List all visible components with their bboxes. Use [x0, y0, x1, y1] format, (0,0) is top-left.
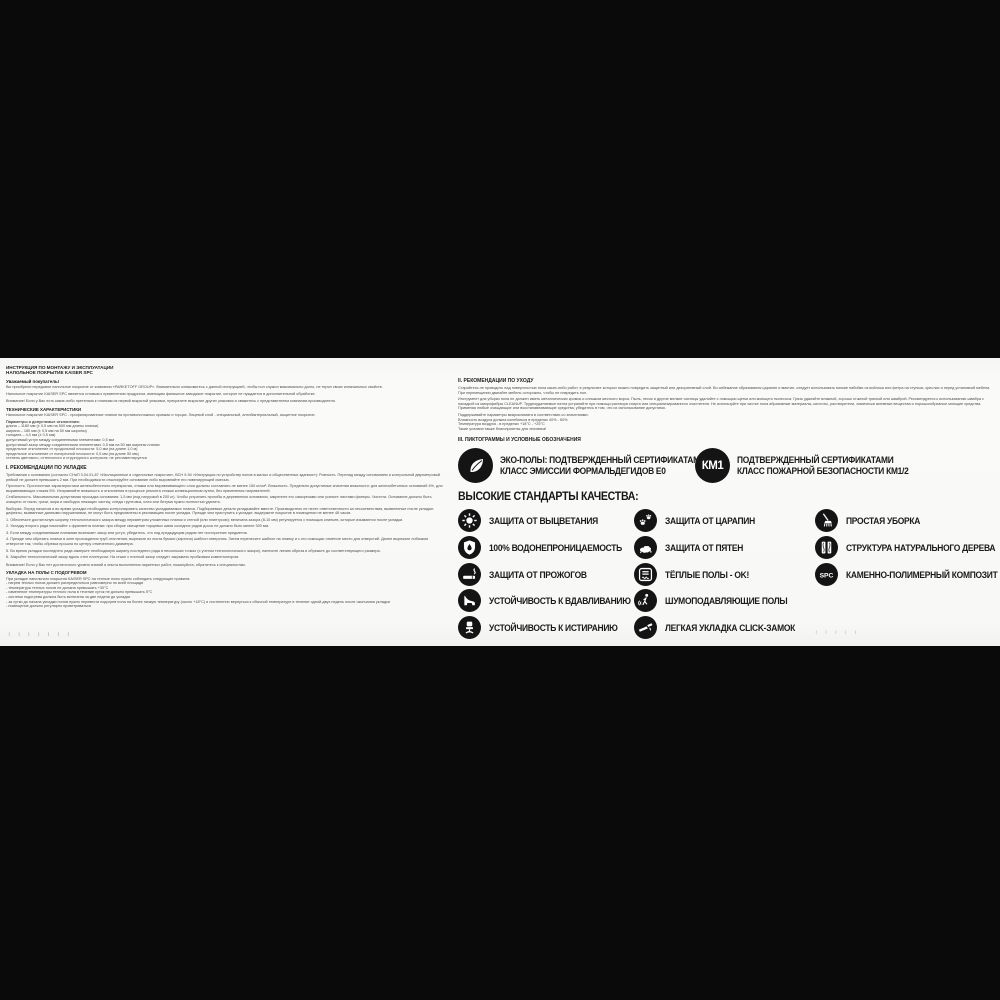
care-microclimate-line: Температура воздуха - в пределах +18°С - +25°С [458, 422, 545, 427]
km1-badge-line2: КЛАСС ПОЖАРНОЙ БЕЗОПАСНОСТИ КМ1/2 [737, 465, 909, 476]
standard-label: ЗАЩИТА ОТ ЦАРАПИН [665, 515, 755, 527]
param-line: степень цветового, оттеночного и структурного контраста: не регламентируется [6, 456, 147, 461]
standard-label: СТРУКТУРА НАТУРАЛЬНОГО ДЕРЕВА [846, 541, 996, 553]
wood-structure-icon [815, 536, 838, 559]
doc-title-line2: НАПОЛЬНОЕ ПОКРЫТИЕ KAISER SPC [6, 370, 93, 376]
sun-icon [458, 509, 481, 532]
standard-item [815, 509, 1000, 532]
care-microclimate-line: Поддерживайте параметры микроклимата в соответствии со значениями: [458, 412, 589, 417]
certification-badges-row [458, 448, 995, 483]
tech-heading: ТЕХНИЧЕСКИЕ ХАРАКТЕРИСТИКИ [6, 406, 82, 412]
standard-label: УСТОЙЧИВОСТЬ К ИСТИРАНИЮ [489, 621, 618, 633]
eco-badge-line1: ЭКО-ПОЛЫ: ПОДТВЕРЖДЕННЫЙ СЕРТИФИКАТАМИ [500, 455, 706, 466]
install-step: 5. Во время укладки последнего ряда измерьте необходимую ширину последнего ряда в нескольких точках (с учетом технологического зазора), нанесите линию обреза и обрежьте до соответствующего размера. [6, 548, 381, 553]
heated-floor-icon [634, 563, 657, 586]
click-lock-icon [634, 616, 657, 639]
standard-label: УСТОЙЧИВОСТЬ К ВДАВЛИВАНИЮ [489, 595, 631, 607]
param-line: допустимый уступ между соединенными элементами: 0,5 мм [6, 437, 114, 442]
heated-floor-heading: УКЛАДКА НА ПОЛЫ С ПОДОГРЕВОМ [6, 570, 87, 576]
pictograms-heading: III. ПИКТОГРАММЫ И УСЛОВНЫЕ ОБОЗНАЧЕНИЯ [458, 437, 581, 444]
right-column-care-pictograms [458, 378, 998, 646]
km1-badge-text [737, 455, 928, 476]
noise-reduction-icon [634, 589, 657, 612]
cigarette-icon [458, 563, 481, 586]
param-line: длина – 1180 мм (± 0,5 мм на 500 мм длины планки) [6, 424, 99, 429]
left-column-installation [6, 365, 444, 609]
standard-label: ТЁПЛЫЕ ПОЛЫ - OK! [665, 568, 749, 580]
stain-icon [634, 536, 657, 559]
standards-column-2 [634, 509, 809, 642]
office-chair-icon [458, 616, 481, 639]
install-step: 6. Закройте технологический зазор вдоль стен плинтусом. На стыке с плиткой зазор следует закрывать пробковым компенсатором. [6, 555, 240, 560]
care-microclimate-line: Влажность воздуха должна колебаться в пределах 40% - 60% [458, 417, 568, 422]
greeting-heading: Уважаемый покупатель! [6, 378, 60, 384]
standard-label: ЗАЩИТА ОТ ПЯТЕН [665, 541, 744, 553]
standard-label: ЗАЩИТА ОТ ВЫЦВЕТАНИЯ [489, 515, 598, 527]
standards-column-1 [458, 509, 646, 642]
km1-badge-label: КМ1 [701, 459, 724, 472]
install-step: 4. Прежде чем обрезать планки в зоне прохождения труб отопления, вырежьте из листа бумаги (картона) шаблон отверстия. Затем перенесите шаблон на планку и с его помощью отметьте место для отверстий. Далее вырежьте лобзиком отверстие так, чтобы обрезка прошла по центру отмеченного диаметра. [6, 537, 429, 547]
fire-safety-badge [695, 448, 928, 483]
standards-column-3 [815, 509, 1000, 589]
scan-noise-marks: ⌇ ⌇ ⌇ ⌇ ⌇ [815, 630, 860, 636]
eco-badge-text [500, 455, 728, 476]
section1-paragraph-3: Стабильность. Максимальная допустимая просадка основания: 1,5 мм (под нагрузкой в 200 кг). Чтобы устранить прогибы в деревянном основании, закрепите его саморезами или усильте листами фанеры. Чистота. Основание должно быть очищено от пыли, грязи, жира и свободно лежащих частиц; следы грунтовок, клея или битума нужно полностью удалить. [6, 495, 432, 504]
standard-item [458, 509, 646, 532]
doc-title-line1: ИНСТРУКЦИЯ ПО МОНТАЖУ И ЭКСПЛУАТАЦИИ [6, 365, 114, 370]
param-line: предельное отклонение от продольной плоскости: 5,0 мм (на длине 1,0 м) [6, 447, 138, 452]
high-heel-icon [458, 589, 481, 612]
heated-rule: - нагрев теплых полов должен распределяться равномерно по всей площади [6, 581, 144, 586]
standard-label: КАМЕННО-ПОЛИМЕРНЫЙ КОМПОЗИТ [846, 568, 998, 580]
standard-item [458, 589, 646, 612]
install-step: 2. Укладку второго ряда начинайте с фрагмента планки: при сборке смещение торцевых швов соседних рядов досок не должно быть менее 300 мм. [6, 524, 270, 529]
top-black-band [0, 0, 1000, 358]
standard-item [634, 616, 809, 639]
param-line: ширина – 180 мм (± 0,5 мм на 50 мм ширины) [6, 428, 87, 433]
heated-rule: - система подогрева должна быть включена за две недели до укладки [6, 595, 131, 600]
greeting-paragraph-1: Вы приобрели передовое напольное покрытие от компании «PARKETOFF GROUP». Внимательно ознакомьтесь с данной инструкцией, чтобы пол служил максимально долго, не терял своих изначальных свойств. [6, 385, 383, 390]
param-line: допустимый зазор между соединенными элементами: 0,5 мм на 50 мм ширины планки [6, 442, 160, 447]
spc-icon [815, 563, 838, 586]
tech-intro: Напольное покрытие KAISER SPC - профилированные планки на противоположных кромках и торцах. Лицевой слой - специальный, антибактериальный, защитное покрытие. [6, 413, 316, 417]
install-step: 3. Если между соединяемыми планками возникает зазор или уступ, убедитесь, что под предыдущим рядом нет посторонних предметов. [6, 530, 248, 535]
standard-label: 100% ВОДОНЕПРОНИЦАЕМОСТЬ [489, 541, 622, 553]
standard-label: ЛЕГКАЯ УКЛАДКА CLICK-ЗАМОК [665, 621, 796, 633]
heated-floor-intro: При укладке напольного покрытия KAISER SPC на теплые полы нужно соблюдать следующие правила: [6, 576, 191, 581]
waterproof-shield-icon [458, 536, 481, 559]
params-heading: Параметры и допустимые отклонения: [6, 419, 80, 424]
standard-label: ПРОСТАЯ УБОРКА [846, 515, 921, 527]
care-microclimate-line: Такие условия также благоприятны для человека! [458, 426, 547, 431]
standard-item [458, 536, 646, 559]
standard-item [815, 563, 1000, 586]
eco-leaf-icon [458, 448, 493, 483]
standard-item [458, 616, 646, 639]
care-heading: II. РЕКОМЕНДАЦИИ ПО УХОДУ [458, 378, 534, 384]
standards-heading: ВЫСОКИЕ СТАНДАРТЫ КАЧЕСТВА: [458, 491, 639, 504]
section1-paragraph-1: Требования к основанию (согласно СНиП 3.04.01-87 «Изоляционные и отделочные покрытия», ВСН 9-94 «Инструкция по устройству полов в жилых и общественных зданиях»): Ровность. Перепад между основанием и контрольной двухметровой рейкой не должен превышать 2 мм. При необходимости отшлифуйте основание либо выровняйте его нивелирующей смесью. [6, 472, 440, 482]
heated-rule: - за сутки до начала укладки полов нужно перевести подогрев пола на более низкую температуру (около +18°С) и постепенно вернуться к обычной температуре в течение одной-двух недель после окончания укладки [6, 599, 390, 604]
standard-item [634, 536, 809, 559]
standard-item [634, 563, 809, 586]
quality-standards-grid [458, 509, 998, 646]
standard-item [634, 509, 809, 532]
heated-rule: - температура теплых полов не должна превышать +30°С [6, 585, 109, 590]
paw-icon [634, 509, 657, 532]
param-line: предельное отклонение от поперечной плоскости: 0,5 мм (на длине 50 мм) [6, 451, 139, 456]
heated-rule: - помещение должно регулярно проветриваться [6, 604, 92, 609]
km1-badge-line1: ПОДТВЕРЖДЕННЫЙ СЕРТИФИКАТАМИ [737, 455, 894, 466]
section1-paragraph-2: Прочность. Прочностные характеристики железобетонного перекрытия, стяжки или выравнивающего слоя должны составлять не менее 150 кг/см². Влажность. Предельно допустимые значения влажности: для железобетонных оснований 4%, для выравнивающих стяжек 5%. Исправляйте влажность и отклонения в процессе ремонта стяжки конвекционным путем, без применения нагревателей. [6, 484, 443, 493]
standard-item [458, 563, 646, 586]
param-line: толщина – 4,0 мм (± 0,5 мм) [6, 433, 56, 438]
svg-text:SPC: SPC [819, 571, 834, 579]
section1-heading: I. РЕКОМЕНДАЦИИ ПО УКЛАДКЕ [6, 464, 87, 471]
warning-note-1: Внимание! Если у Вас есть какие-либо претензии к планкам из первой вскрытой упаковки, прекратите вскрытие других упаковок и свяжитесь с представителем компании-производителя. [6, 399, 336, 404]
eco-certification-badge [458, 448, 706, 483]
standard-item [815, 536, 1000, 559]
standard-label: ШУМОПОДАВЛЯЮЩИЕ ПОЛЫ [665, 595, 788, 607]
section1-paragraph-4: Выборка. Перед началом и во время укладки необходимо контролировать качество укладываемых планок. Подбираемые детали укладывайте вместе. Производитель не несет ответственности за несоответствия, выявленные после укладки: дефекты, вызванные данными нарушениями, не могут быть предъявлены в рекламацию после укладки. Прежде чем приступить к укладке, выдержите покрытие в помещении не менее 48 часов. [6, 506, 434, 516]
greeting-paragraph-2: Напольное покрытие KAISER SPC является готовым к применению продуктом, имеющим финишное заводское покрытие, которое не нуждается в дополнительной обработке. [6, 391, 316, 396]
bottom-black-band [0, 646, 1000, 1000]
mop-icon [815, 509, 838, 532]
install-step: 1. Обеспечьте достаточную ширину технологического зазора между периметром уложенных планок и стеной (или плинтусом); величина зазора (8-10 мм) регулируется с помощью клиньев, которые изымаются после укладки. [6, 517, 404, 522]
eco-badge-line2: КЛАСС ЭМИССИИ ФОРМАЛЬДЕГИДОВ E0 [500, 465, 666, 476]
care-paragraph-1: Старайтесь не проводить над поверхностью пола каких-либо работ, в результате которых можно повредить защитный или декоративный слой. Во избежание образования царапин и вмятин, следует использовать мягкие набойки из войлока или фетра на стульях, креслах и перед установкой мебели. При перемещении двигайте мебель осторожно, чтобы не повредить пол. [458, 386, 991, 395]
care-paragraph-2: Инструмент для уборки пола не должен иметь металлических кромок и слишком жесткого ворса. Пыль, песок и другие мелкие частицы удаляйте с помощью щетки или моющего пылесоса. Грязь удаляйте влажной, хорошо отжатой тряпкой или шваброй. Рекомендуется к использованию швабра с насадкой из микрофибры CLEANUP. Трудноудаляемые пятна устраняйте при помощи раствора спирта или специализированного очистителя. Не используйте при чистке пола абразивные материалы, кислоты, растворители, химически активные вещества и порошкообразные моющие средства. Применяя любые очищающие или восстанавливающие средства, убедитесь в том, что их использование допустимо. [458, 397, 984, 411]
scan-noise-marks: ⌇ ⌇ ⌇ ⌇ ⌇ ⌇ ⌇ [8, 632, 73, 638]
standard-label: ЗАЩИТА ОТ ПРОЖОГОВ [489, 568, 587, 580]
standard-item [634, 589, 809, 612]
warning-note-2: Внимание! Если у Вас нет достаточного уровня знаний и опыта выполнения паркетных работ, пожалуйста, обратитесь к специалистам. [6, 562, 246, 567]
instruction-paper-strip [0, 358, 1000, 646]
heated-rule: - изменение температуры теплого пола в течение суток не должно превышать 5°С [6, 590, 153, 595]
